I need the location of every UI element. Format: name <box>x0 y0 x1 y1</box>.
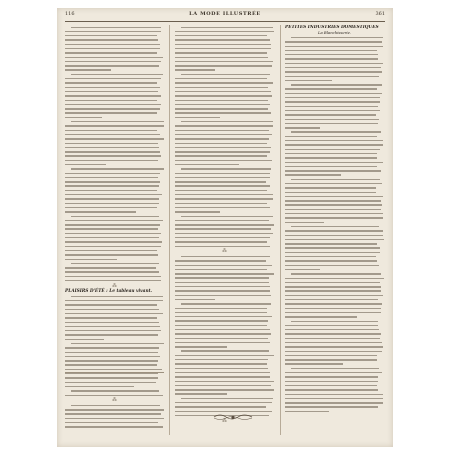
footnote-rule <box>65 372 164 373</box>
page-sheet <box>57 8 393 447</box>
text-line <box>65 393 164 397</box>
section-heading: PETITES INDUSTRIES DOMESTIQUES <box>285 25 379 30</box>
text-column-3 <box>285 25 384 435</box>
text-line <box>175 244 274 248</box>
section-divider-icon: ⁂ <box>112 282 117 289</box>
text-column-1 <box>65 25 164 435</box>
page-header <box>65 11 385 21</box>
text-line <box>285 409 384 413</box>
header-rule <box>65 21 385 22</box>
section-heading: PLAISIRS D'ÉTÉ : Le tableau vivant. <box>65 288 153 294</box>
section-divider-icon: ⁂ <box>222 417 227 424</box>
ornament-icon <box>212 412 254 422</box>
section-subheading: La Blanchisserie. <box>317 30 352 36</box>
column-separator <box>169 25 170 435</box>
page-number-left: 116 <box>65 11 75 17</box>
page-number-right: 361 <box>375 11 385 17</box>
text-line <box>65 425 164 429</box>
column-separator <box>280 25 281 435</box>
text-column-2 <box>175 25 274 435</box>
text-line <box>65 279 164 283</box>
journal-title: LA MODE ILLUSTRÉE <box>189 11 261 17</box>
section-divider-icon: ⁂ <box>222 248 227 255</box>
section-divider-icon: ⁂ <box>112 397 117 404</box>
